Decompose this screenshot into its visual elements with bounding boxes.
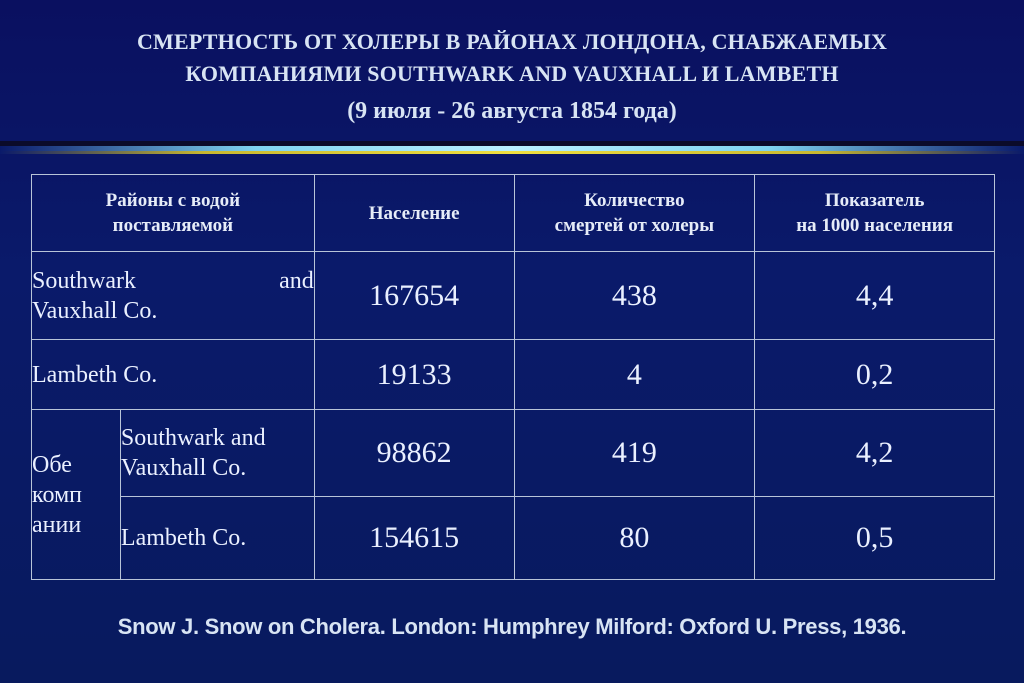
slide-title	[0, 26, 1024, 128]
source-citation: Snow J. Snow on Cholera. London: Humphrey Milford: Oxford U. Press, 1936.	[117, 614, 907, 639]
cell-population: 167654	[314, 252, 514, 340]
table-row	[32, 410, 995, 497]
cell-deaths: 4	[514, 340, 755, 410]
cell-population: 98862	[314, 410, 514, 497]
cell-deaths: 438	[514, 252, 755, 340]
header-deaths: Количество смертей от холеры	[514, 175, 755, 252]
table-row	[32, 340, 995, 410]
table-row	[32, 497, 995, 580]
group-label-both-companies: Обе комп ании	[32, 410, 121, 580]
title-date-range: (9 июля - 26 августа 1854 года)	[347, 98, 677, 124]
cell-deaths: 80	[514, 497, 755, 580]
cholera-mortality-table	[31, 174, 995, 580]
cell-population: 154615	[314, 497, 514, 580]
cell-rate: 0,2	[755, 340, 995, 410]
cell-population: 19133	[314, 340, 514, 410]
table-row	[32, 252, 995, 340]
table-header-row	[32, 175, 995, 252]
cell-rate: 0,5	[755, 497, 995, 580]
row-label-southwark-vauxhall: Southwark and Vauxhall Co.	[120, 410, 314, 497]
row-label-lambeth: Lambeth Co.	[120, 497, 314, 580]
header-population: Население	[314, 175, 514, 252]
row-label-southwark-vauxhall: Southwark and Vauxhall Co.	[32, 252, 315, 340]
divider-accent	[0, 151, 1024, 154]
header-rate: Показатель на 1000 населения	[755, 175, 995, 252]
title-line-1: СМЕРТНОСТЬ ОТ ХОЛЕРЫ В РАЙОНАХ ЛОНДОНА, СНАБЖАЕМЫХ	[136, 29, 888, 54]
cell-deaths: 419	[514, 410, 755, 497]
title-line-2: КОМПАНИЯМИ SOUTHWARK AND VAUXHALL И LAMBETH	[185, 61, 839, 86]
row-label-lambeth: Lambeth Co.	[32, 340, 315, 410]
header-district: Районы с водой поставляемой	[32, 175, 315, 252]
cell-rate: 4,4	[755, 252, 995, 340]
cell-rate: 4,2	[755, 410, 995, 497]
